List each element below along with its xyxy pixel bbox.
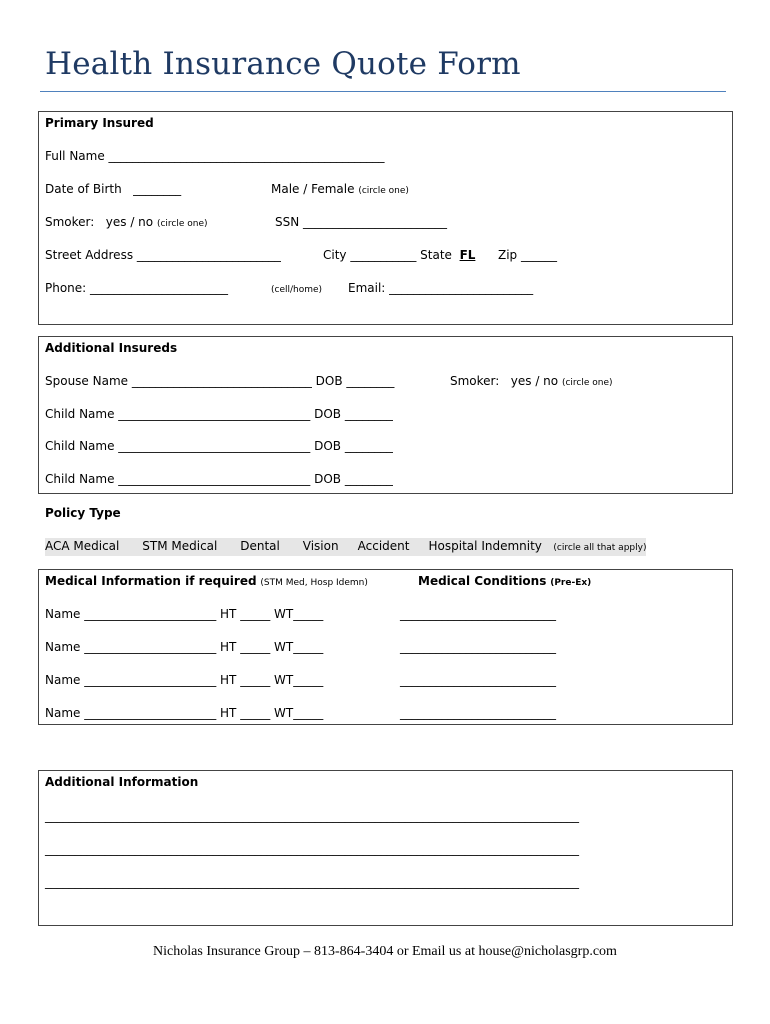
ssn-field[interactable]: SSN ________________________ (275, 215, 448, 229)
state-value: FL (459, 248, 476, 262)
spouse-smoker-options[interactable]: Smoker: yes / no (450, 374, 559, 388)
gender-note: (circle one) (358, 186, 409, 196)
page-title: Health Insurance Quote Form (45, 46, 521, 82)
full-name-field[interactable]: Full Name ______________________________________________ (45, 149, 385, 163)
gender-options[interactable]: Male / Female (271, 182, 355, 196)
phone-field[interactable]: Phone: _______________________ (45, 281, 229, 295)
policy-type-heading: Policy Type (45, 506, 121, 520)
medical-info-note: (STM Med, Hosp Idemn) (260, 578, 368, 588)
medical-conditions-note: (Pre-Ex) (550, 578, 592, 588)
medical-name-row[interactable]: Name ______________________ HT _____ WT_____ (45, 607, 324, 621)
medical-condition-line[interactable]: __________________________ (400, 673, 556, 687)
medical-condition-line[interactable]: __________________________ (400, 607, 556, 621)
medical-info-title: Medical Information if required (45, 574, 257, 588)
smoker-options[interactable]: Smoker: yes / no (45, 215, 154, 229)
medical-name-row[interactable]: Name ______________________ HT _____ WT_____ (45, 706, 324, 720)
medical-condition-line[interactable]: __________________________ (400, 640, 556, 654)
additional-info-line[interactable]: _________________________________________________________________________________________ (45, 809, 579, 823)
medical-conditions-title: Medical Conditions (418, 574, 547, 588)
phone-note: (cell/home) (271, 285, 323, 295)
date-of-birth-field[interactable]: Date of Birth ________ (45, 182, 182, 196)
email-field[interactable]: Email: ________________________ (348, 281, 534, 295)
additional-information-heading: Additional Information (45, 775, 199, 789)
policy-type-note: (circle all that apply) (553, 543, 647, 553)
child-name-field[interactable]: Child Name ________________________________ DOB ________ (45, 439, 393, 453)
medical-information-heading (45, 573, 368, 591)
smoker-field[interactable] (45, 214, 208, 232)
zip-field[interactable]: Zip ______ (498, 248, 557, 262)
spouse-name-field[interactable]: Spouse Name ______________________________ DOB ________ (45, 374, 395, 388)
child-name-field[interactable]: Child Name ________________________________ DOB ________ (45, 472, 393, 486)
spouse-smoker-note: (circle one) (561, 378, 613, 388)
medical-name-row[interactable]: Name ______________________ HT _____ WT_____ (45, 673, 324, 687)
spouse-smoker-field[interactable] (450, 373, 613, 391)
primary-insured-heading: Primary Insured (45, 116, 154, 130)
footer-contact: Nicholas Insurance Group – 813-864-3404 or Email us at house@nicholasgrp.com (153, 944, 617, 959)
gender-field[interactable] (271, 181, 409, 199)
city-state-label[interactable]: City ___________ State (323, 248, 452, 262)
title-divider (40, 91, 726, 92)
medical-condition-line[interactable]: __________________________ (400, 706, 556, 720)
additional-info-line[interactable]: _________________________________________________________________________________________ (45, 842, 579, 856)
additional-info-line[interactable]: _________________________________________________________________________________________ (45, 875, 579, 889)
policy-options-list[interactable]: ACA Medical STM Medical Dental Vision Accident Hospital Indemnity (45, 539, 542, 553)
medical-conditions-heading (418, 573, 591, 591)
medical-name-row[interactable]: Name ______________________ HT _____ WT_____ (45, 640, 324, 654)
additional-insureds-heading: Additional Insureds (45, 341, 178, 355)
child-name-field[interactable]: Child Name ________________________________ DOB ________ (45, 407, 393, 421)
policy-type-options[interactable] (45, 538, 646, 556)
smoker-note: (circle one) (156, 219, 208, 229)
street-address-field[interactable]: Street Address ________________________ (45, 248, 281, 262)
city-state-field[interactable] (323, 247, 475, 263)
